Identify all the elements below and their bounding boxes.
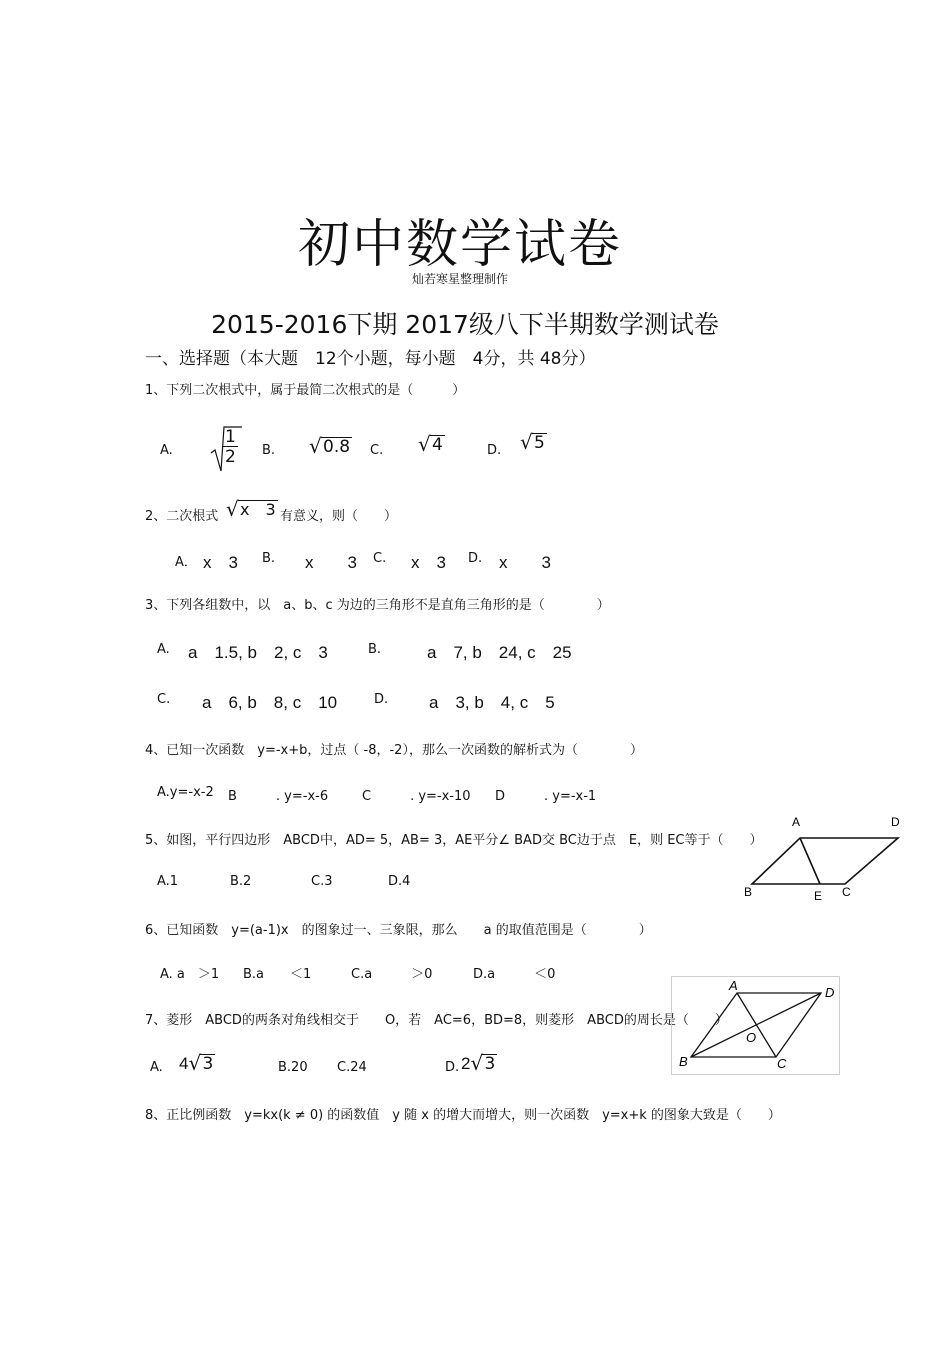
- q2-option-b-label: B.: [262, 551, 276, 566]
- question-3-stem: 3、下列各组数中，以 a、b、c 为边的三角形不是直角三角形的是（ ）: [145, 598, 610, 613]
- q7-option-a-value: 4 √ 3: [179, 1051, 214, 1075]
- q7-option-b: B.20: [278, 1060, 308, 1075]
- q3-option-c-label: C.: [157, 692, 171, 707]
- fig7-label-d: D: [825, 985, 835, 1000]
- question-5-stem: 5、如图，平行四边形 ABCD中，AD= 5，AB= 3，AE平分∠ BAD交 BC边于点 E，则 EC等于（ ）: [145, 833, 763, 848]
- question-2-stem-start: 2、二次根式: [145, 509, 219, 524]
- q3-option-d-label: D.: [374, 692, 389, 707]
- question-6-stem: 6、已知函数 y=(a-1)x 的图象过一、三象限，那么 a 的取值范围是（ ）: [145, 923, 652, 938]
- fig5-label-d: D: [891, 815, 900, 829]
- q1-option-c-radicand: 4: [432, 435, 443, 455]
- q5-option-d: D.4: [388, 874, 411, 889]
- q1-option-b-radicand: 0.8: [323, 437, 351, 457]
- q1-option-b-value: √ 0.8: [309, 434, 351, 458]
- exam-title: 2015-2016下期 2017级八下半期数学测试卷: [211, 310, 719, 339]
- question-2-stem-end: 有意义，则（ ）: [280, 509, 398, 524]
- q1-option-c-value: √ 4: [418, 432, 443, 456]
- q4-option-d: D . y=-x-1: [495, 789, 597, 804]
- fig5-label-e: E: [814, 889, 823, 903]
- q4-option-b: B . y=-x-6: [228, 789, 329, 804]
- fig5-label-c: C: [842, 885, 851, 899]
- fig7-label-c: C: [777, 1056, 787, 1071]
- q3-option-b-value: a 7, b 24, c 25: [427, 643, 572, 662]
- q6-option-a: A. a ＞1: [160, 967, 220, 982]
- q1-option-a-label: A.: [160, 443, 173, 458]
- q3-option-a-value: a 1.5, b 2, c 3: [188, 643, 328, 662]
- q7-option-d-radicand: 3: [484, 1054, 496, 1074]
- q4-option-c: C . y=-x-10: [362, 789, 471, 804]
- q1-fraction-numerator: 1: [225, 427, 236, 447]
- q2-radicand: x 3: [240, 500, 276, 519]
- fig7-label-a: A: [729, 978, 738, 993]
- rhombus-figure: [671, 976, 841, 1076]
- q1-option-d-label: D.: [487, 443, 502, 458]
- q7-option-d-label: D.: [445, 1060, 460, 1075]
- question-1-stem: 1、下列二次根式中，属于最简二次根式的是（ ）: [145, 383, 466, 398]
- q1-option-d-value: √ 5: [520, 430, 545, 454]
- q2-option-c-label: C.: [373, 551, 387, 566]
- paper-subtitle: 灿若寒星整理制作: [411, 272, 508, 286]
- fig5-label-a: A: [792, 815, 801, 829]
- fig7-label-b: B: [679, 1054, 688, 1069]
- q2-option-a-value: x 3: [203, 553, 238, 572]
- q7-option-a-label: A.: [150, 1060, 163, 1075]
- q6-option-b: B.a ＜1: [243, 967, 312, 982]
- q3-option-b-label: B.: [368, 642, 382, 657]
- q3-option-c-value: a 6, b 8, c 10: [202, 693, 338, 712]
- section-heading: 一、选择题（本大题 12个小题，每小题 4分，共 48分）: [145, 349, 596, 369]
- q2-option-b-value: x 3: [305, 553, 357, 572]
- q2-option-c-value: x 3: [411, 553, 446, 572]
- q3-option-a-label: A.: [157, 642, 170, 657]
- q5-option-b: B.2: [230, 874, 252, 889]
- q1-option-a-value: [210, 425, 242, 477]
- question-4-stem: 4、已知一次函数 y=-x+b，过点（ -8，-2），那么一次函数的解析式为（ ）: [145, 743, 643, 758]
- q1-option-d-radicand: 5: [534, 433, 545, 453]
- q4-option-a: A.y=-x-2: [157, 785, 214, 800]
- q5-option-a: A.1: [157, 874, 179, 889]
- q6-option-d: D.a ＜0: [473, 967, 556, 982]
- paper-title: 初中数学试卷: [297, 215, 622, 275]
- q2-option-d-value: x 3: [499, 553, 551, 572]
- q1-option-b-label: B.: [262, 443, 276, 458]
- parallelogram-figure: [738, 808, 908, 908]
- q7-option-d-coefficient: 2: [461, 1054, 471, 1073]
- q7-option-a-radicand: 3: [202, 1054, 214, 1074]
- q5-option-c: C.3: [311, 874, 333, 889]
- question-2-radical: √ x 3: [226, 497, 276, 521]
- q7-option-a-coefficient: 4: [179, 1054, 189, 1073]
- question-7-stem: 7、菱形 ABCD的两条对角线相交于 O，若 AC=6，BD=8，则菱形 ABCD的周长是（ ）: [145, 1013, 728, 1028]
- q2-option-d-label: D.: [468, 551, 483, 566]
- q7-option-d-value: 2 √ 3: [461, 1051, 496, 1075]
- q1-fraction-denominator: 2: [225, 447, 236, 467]
- q1-option-c-label: C.: [370, 443, 384, 458]
- q2-option-a-label: A．: [175, 555, 197, 570]
- fig5-label-b: B: [744, 885, 753, 899]
- q3-option-d-value: a 3, b 4, c 5: [429, 693, 555, 712]
- question-8-stem: 8、正比例函数 y=kx(k ≠ 0) 的函数值 y 随 x 的增大而增大，则一次函数 y=x+k 的图象大致是（ ）: [145, 1108, 781, 1123]
- q7-option-c: C.24: [337, 1060, 367, 1075]
- q6-option-c: C.a ＞0: [351, 967, 433, 982]
- fig7-label-o: O: [746, 1030, 757, 1045]
